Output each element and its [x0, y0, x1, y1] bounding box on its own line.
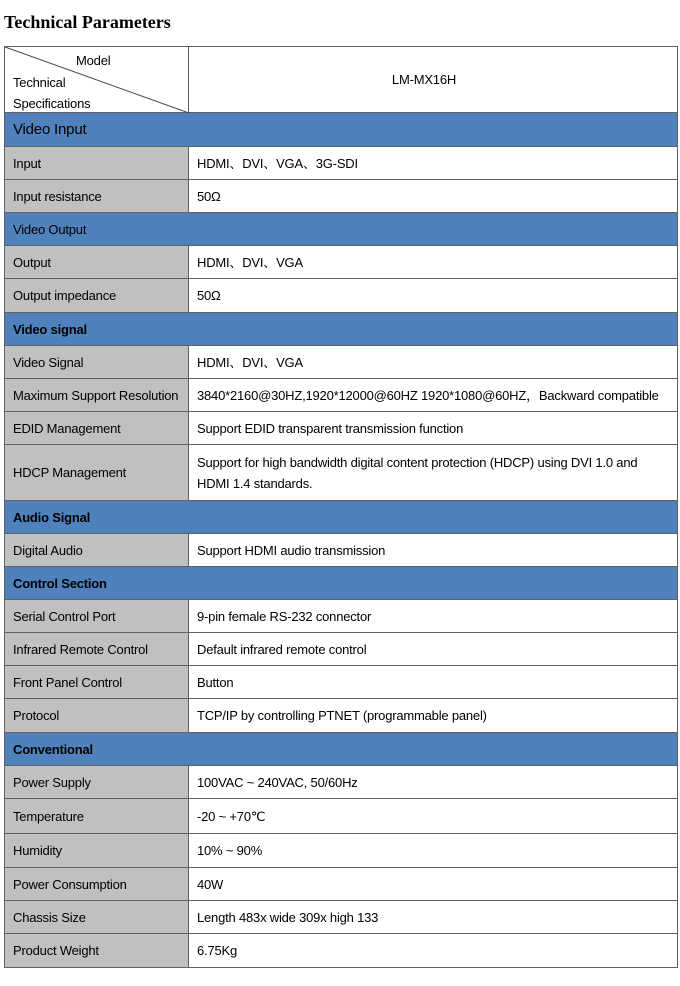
spec-label: HDCP Management: [5, 445, 189, 501]
spec-value: Button: [189, 666, 678, 699]
spec-value: Support for high bandwidth digital content protection (HDCP) using DVI 1.0 and HDMI 1.4 standards.: [189, 445, 678, 501]
section-title: Audio Signal: [5, 501, 678, 534]
table-row: [5, 633, 678, 666]
spec-value: 9-pin female RS-232 connector: [189, 600, 678, 633]
table-row: [5, 834, 678, 868]
spec-label: Power Consumption: [5, 868, 189, 901]
spec-value: 100VAC ~ 240VAC, 50/60Hz: [189, 766, 678, 799]
section-header-row: [5, 733, 678, 766]
spec-value: 3840*2160@30HZ,1920*12000@60HZ 1920*1080@60HZ，Backward compatible: [189, 379, 678, 412]
spec-value: HDMI、DVI、VGA、3G-SDI: [189, 147, 678, 180]
spec-label: Humidity: [5, 834, 189, 868]
spec-label: Output: [5, 246, 189, 279]
section-title: Video Output: [5, 213, 678, 246]
spec-value: TCP/IP by controlling PTNET (programmable panel): [189, 699, 678, 733]
table-row: [5, 901, 678, 934]
table-row: [5, 346, 678, 379]
table-row: [5, 868, 678, 901]
section-title: Video Input: [5, 113, 678, 147]
spec-label: Front Panel Control: [5, 666, 189, 699]
spec-label: Video Signal: [5, 346, 189, 379]
table-row: [5, 246, 678, 279]
diagonal-header-cell: [5, 47, 189, 113]
table-row: [5, 412, 678, 445]
spec-value: 40W: [189, 868, 678, 901]
table-row: [5, 445, 678, 501]
spec-value: HDMI、DVI、VGA: [189, 346, 678, 379]
spec-value: HDMI、DVI、VGA: [189, 246, 678, 279]
section-header-row: [5, 567, 678, 600]
spec-label: Maximum Support Resolution: [5, 379, 189, 412]
spec-label: Product Weight: [5, 934, 189, 968]
spec-label: Infrared Remote Control: [5, 633, 189, 666]
table-row: [5, 799, 678, 834]
spec-header-line2: Specifications: [13, 96, 91, 111]
spec-value: Length 483x wide 309x high 133: [189, 901, 678, 934]
spec-value: -20 ~ +70℃: [189, 799, 678, 834]
spec-label: Temperature: [5, 799, 189, 834]
table-row: [5, 934, 678, 968]
section-header-row: [5, 313, 678, 346]
spec-label: Serial Control Port: [5, 600, 189, 633]
spec-label: Input: [5, 147, 189, 180]
spec-header-label: [13, 72, 90, 114]
spec-label: Output impedance: [5, 279, 189, 313]
model-header-label: Model: [76, 53, 111, 68]
page-title: Technical Parameters: [4, 12, 171, 32]
spec-label: Input resistance: [5, 180, 189, 213]
section-title: Video signal: [5, 313, 678, 346]
table-row: [5, 600, 678, 633]
section-header-row: [5, 501, 678, 534]
section-title: Conventional: [5, 733, 678, 766]
table-row: [5, 766, 678, 799]
spec-label: Digital Audio: [5, 534, 189, 567]
spec-header-line1: Technical: [13, 75, 66, 90]
model-value: LM-MX16H: [189, 47, 678, 113]
section-header-row: [5, 113, 678, 147]
table-row: [5, 534, 678, 567]
spec-value: Support HDMI audio transmission: [189, 534, 678, 567]
table-row: [5, 279, 678, 313]
spec-label: EDID Management: [5, 412, 189, 445]
spec-value: 6.75Kg: [189, 934, 678, 968]
spec-value: 10% ~ 90%: [189, 834, 678, 868]
spec-table: [4, 46, 677, 968]
table-row: [5, 147, 678, 180]
table-row: [5, 699, 678, 733]
table-row: [5, 180, 678, 213]
spec-value: 50Ω: [189, 279, 678, 313]
table-header-row: [5, 47, 678, 113]
spec-label: Power Supply: [5, 766, 189, 799]
table-row: [5, 379, 678, 412]
spec-label: Chassis Size: [5, 901, 189, 934]
spec-value: Default infrared remote control: [189, 633, 678, 666]
spec-value: Support EDID transparent transmission function: [189, 412, 678, 445]
spec-value: 50Ω: [189, 180, 678, 213]
section-title: Control Section: [5, 567, 678, 600]
section-header-row: [5, 213, 678, 246]
table-row: [5, 666, 678, 699]
spec-label: Protocol: [5, 699, 189, 733]
